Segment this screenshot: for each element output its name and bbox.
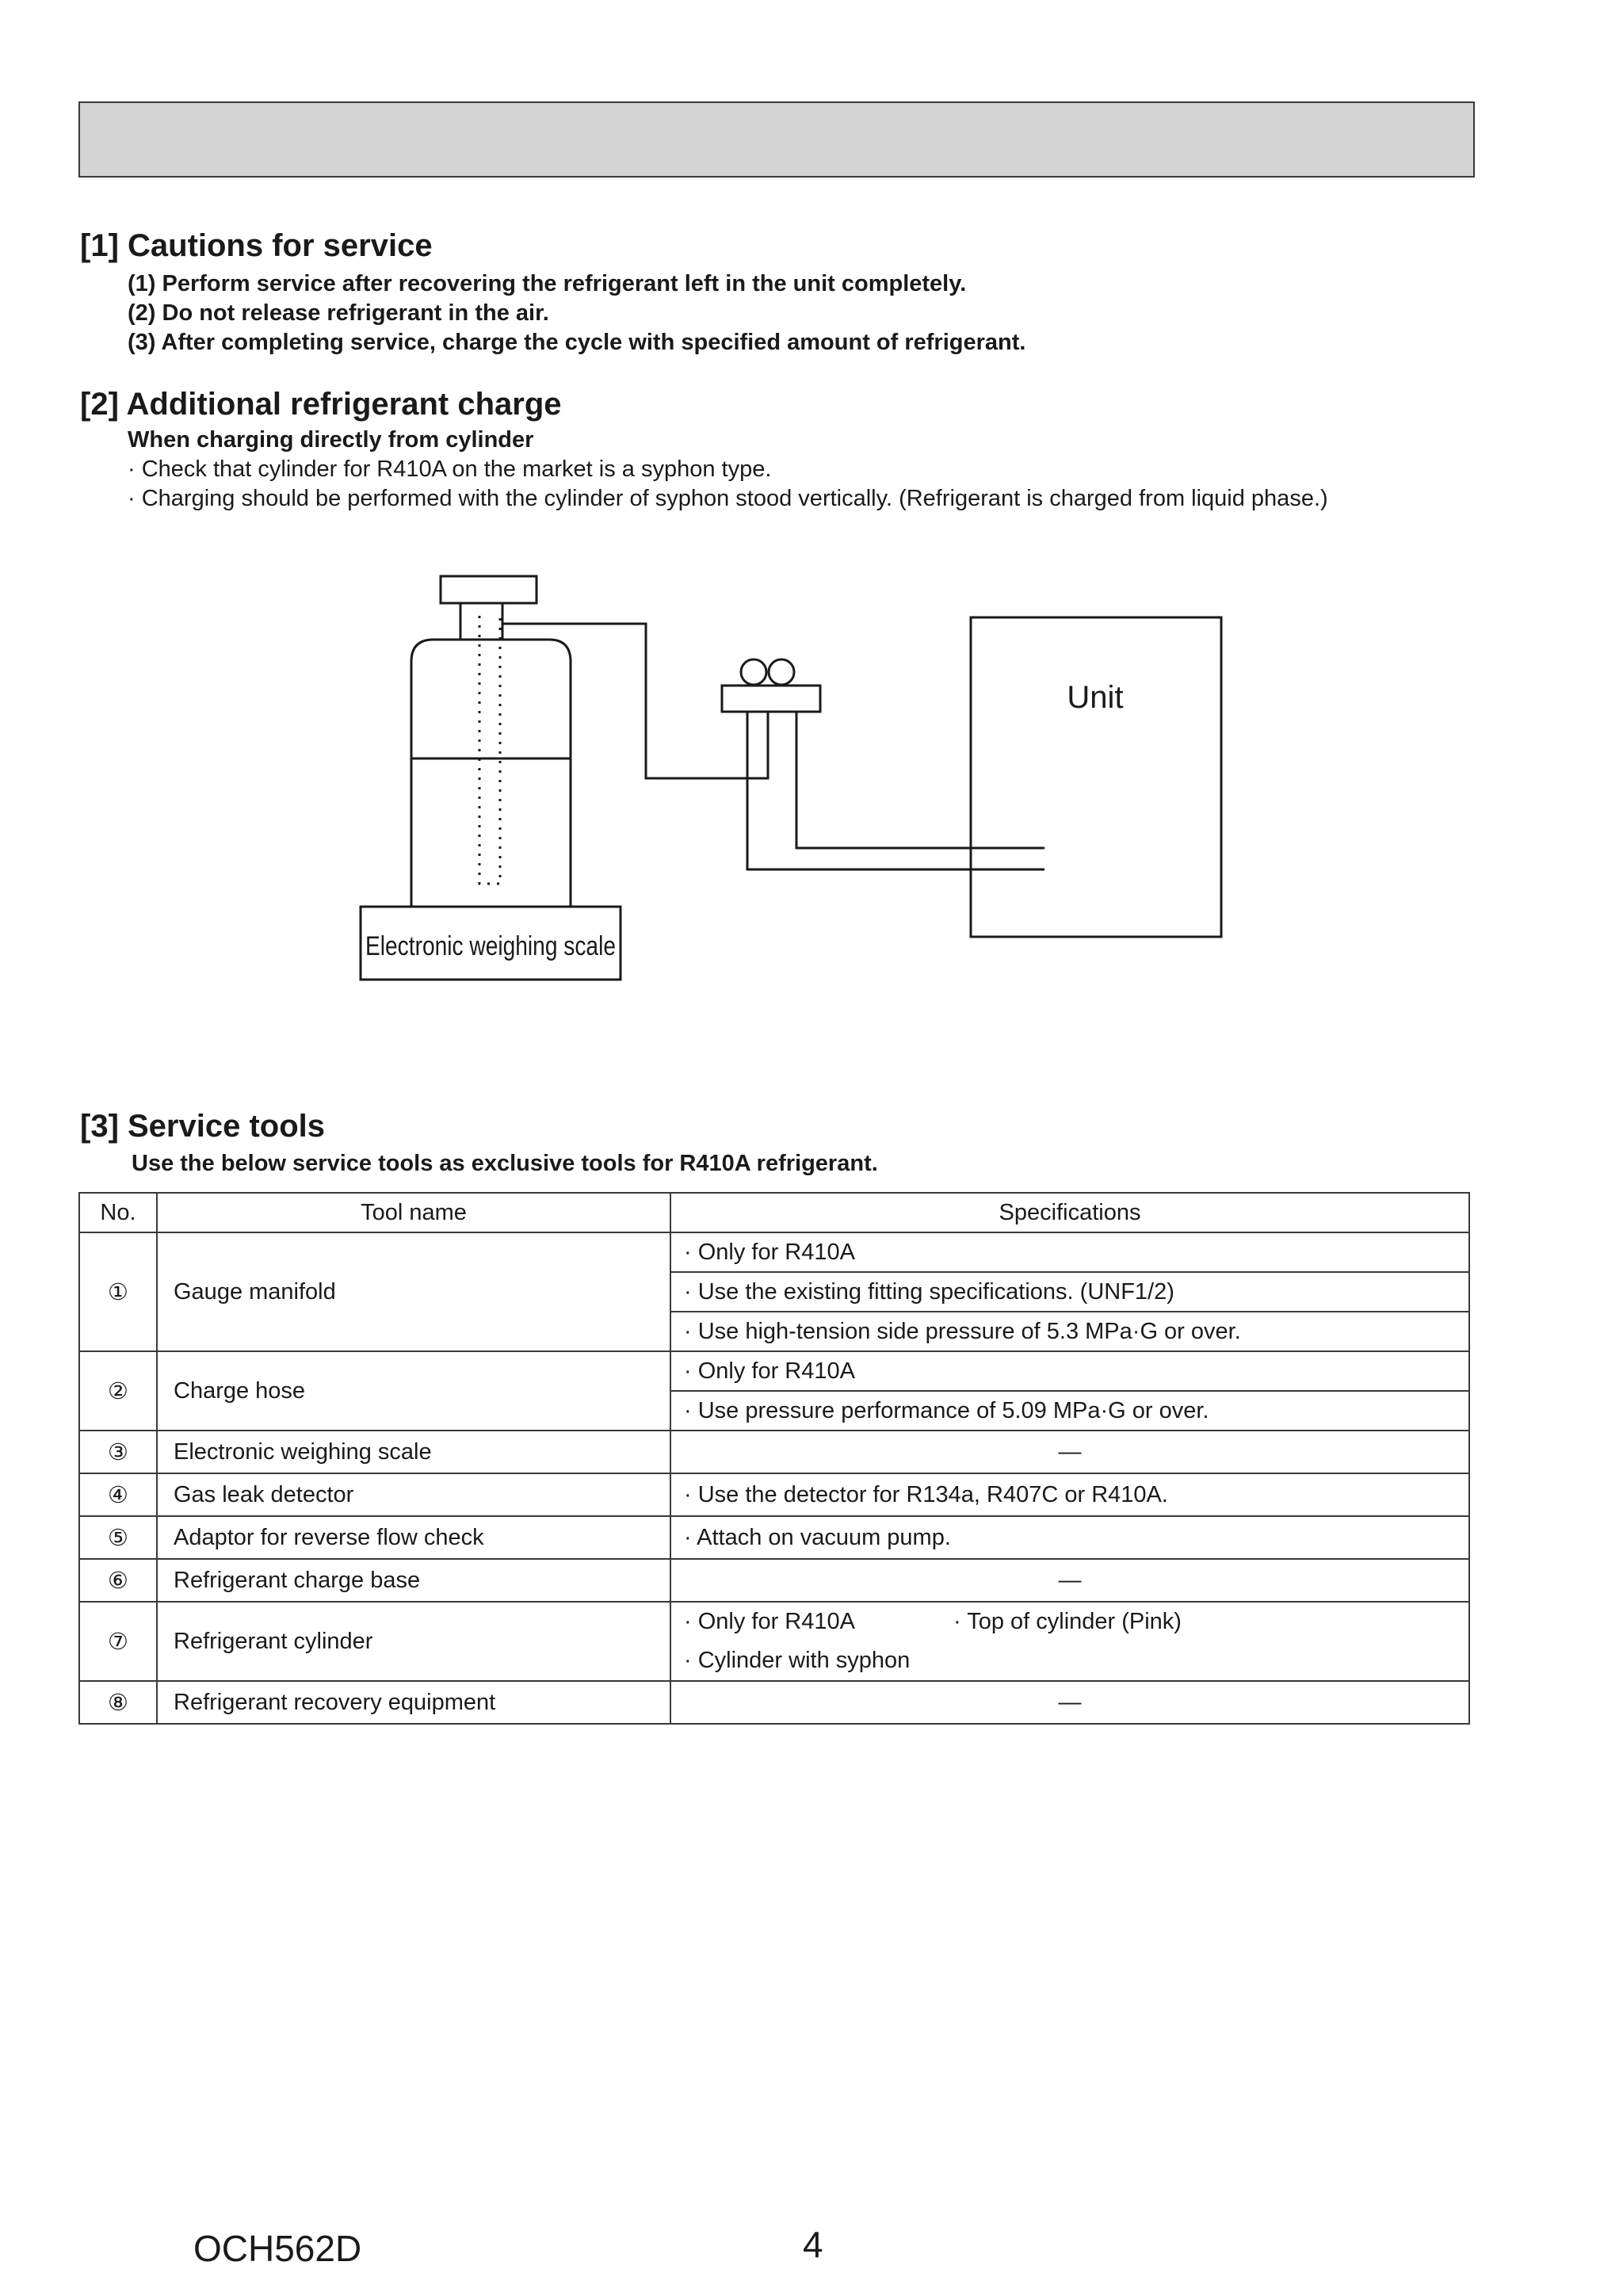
spec-line: · Use the detector for R134a, R407C or R410A. xyxy=(670,1473,1469,1516)
cylinder-body xyxy=(411,640,571,906)
scale-label: Electronic weighing scale xyxy=(365,931,616,961)
section2-bullet-1: · Check that cylinder for R410A on the market is a syphon type. xyxy=(128,457,772,482)
col-header-no: No. xyxy=(79,1193,157,1232)
spec-line: · Only for R410A xyxy=(670,1232,1469,1272)
spec-line: · Top of cylinder (Pink) xyxy=(953,1609,1182,1634)
table-row xyxy=(79,1516,1469,1559)
document-code: OCH562D xyxy=(193,2228,362,2269)
table-row xyxy=(79,1559,1469,1602)
tool-name: Gauge manifold xyxy=(157,1232,670,1351)
table-header-row xyxy=(79,1193,1469,1232)
table-row xyxy=(79,1602,1469,1641)
caution-item-2: (2) Do not release refrigerant in the air. xyxy=(128,300,549,326)
row-number: ⑧ xyxy=(79,1681,157,1724)
section2-heading: [2] Additional refrigerant charge xyxy=(80,387,562,422)
row-number: ⑤ xyxy=(79,1516,157,1559)
service-tools-table xyxy=(78,1192,1470,1725)
unit-label: Unit xyxy=(1067,680,1124,715)
spec-line-pair xyxy=(670,1602,1469,1641)
row-number: ④ xyxy=(79,1473,157,1516)
section3-heading: [3] Service tools xyxy=(80,1109,326,1144)
row-number: ⑥ xyxy=(79,1559,157,1602)
section2-bullet-2: · Charging should be performed with the cylinder of syphon stood vertically. (Refrigerant is charged from liquid phase.) xyxy=(128,486,1328,511)
table-row xyxy=(79,1351,1469,1391)
spec-line: · Use the existing fitting specifications. (UNF1/2) xyxy=(670,1272,1469,1312)
row-number: ⑦ xyxy=(79,1602,157,1681)
tool-name: Refrigerant charge base xyxy=(157,1559,670,1602)
spec-line: — xyxy=(670,1559,1469,1602)
tool-name: Refrigerant recovery equipment xyxy=(157,1681,670,1724)
row-number: ② xyxy=(79,1351,157,1431)
section2-subheading: When charging directly from cylinder xyxy=(128,427,534,453)
spec-line: — xyxy=(670,1431,1469,1473)
col-header-tool-name: Tool name xyxy=(157,1193,670,1232)
gauge-left xyxy=(741,659,766,685)
tool-name: Electronic weighing scale xyxy=(157,1431,670,1473)
caution-item-1: (1) Perform service after recovering the refrigerant left in the unit completely. xyxy=(128,271,967,296)
liquid-line xyxy=(747,712,1044,869)
spec-line: · Use pressure performance of 5.09 MPa·G or over. xyxy=(670,1391,1469,1431)
section3-intro: Use the below service tools as exclusive tools for R410A refrigerant. xyxy=(132,1151,878,1176)
spec-line: · Cylinder with syphon xyxy=(670,1641,1469,1681)
tool-name: Adaptor for reverse flow check xyxy=(157,1516,670,1559)
spec-line: · Only for R410A xyxy=(670,1351,1469,1391)
cylinder-cap xyxy=(441,576,537,603)
gauge-right xyxy=(769,659,794,685)
table-row xyxy=(79,1431,1469,1473)
caution-item-3: (3) After completing service, charge the cycle with specified amount of refrigerant. xyxy=(128,330,1026,355)
tool-name: Refrigerant cylinder xyxy=(157,1602,670,1681)
spec-line: · Attach on vacuum pump. xyxy=(670,1516,1469,1559)
row-number: ③ xyxy=(79,1431,157,1473)
cylinder-neck xyxy=(460,603,502,640)
charging-diagram xyxy=(0,0,1623,1030)
gauge-manifold-body xyxy=(722,686,820,712)
tool-name: Gas leak detector xyxy=(157,1473,670,1516)
spec-line: · Use high-tension side pressure of 5.3 MPa·G or over. xyxy=(670,1312,1469,1351)
siphon-tube xyxy=(479,616,500,884)
spec-line: · Only for R410A xyxy=(684,1609,855,1634)
row-number: ① xyxy=(79,1232,157,1351)
spec-line: — xyxy=(670,1681,1469,1724)
table-row xyxy=(79,1473,1469,1516)
table-row xyxy=(79,1232,1469,1272)
gas-line xyxy=(796,712,1044,848)
tool-name: Charge hose xyxy=(157,1351,670,1431)
col-header-specifications: Specifications xyxy=(670,1193,1469,1232)
unit-box xyxy=(971,617,1221,937)
page-number: 4 xyxy=(803,2224,823,2265)
table-row xyxy=(79,1681,1469,1724)
section1-heading: [1] Cautions for service xyxy=(80,228,433,263)
